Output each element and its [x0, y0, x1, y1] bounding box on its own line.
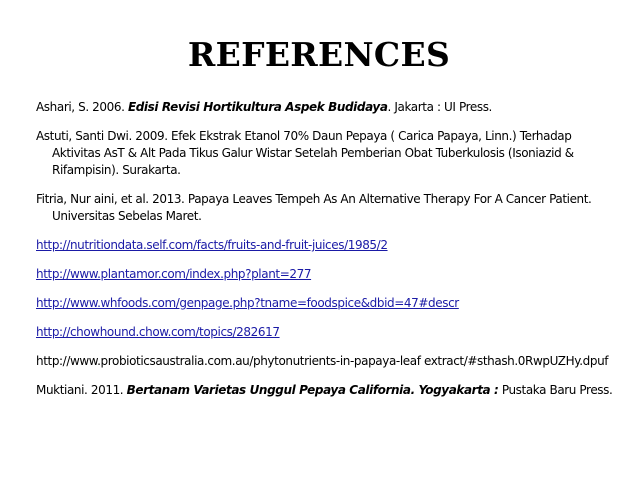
reference-link[interactable]: http://www.whfoods.com/genpage.php?tname=foodspice&dbid=47#descr — [36, 296, 459, 310]
reference-item-nutritiondata — [36, 237, 620, 254]
reference-item-plantamor — [36, 266, 620, 283]
reference-link[interactable]: http://chowhound.chow.com/topics/282617 — [36, 325, 280, 339]
reference-link[interactable]: http://www.plantamor.com/index.php?plant=277 — [36, 267, 312, 281]
reference-item-astuti: Astuti, Santi Dwi. 2009. Efek Ekstrak Etanol 70% Daun Pepaya ( Carica Papaya, Linn.) Terhadap Aktivitas AsT & Alt Pada Tikus Galur Wistar Setelah Pemberian Obat Tuberkulosis (Isoniazid & Rifampisin). Surakarta. — [36, 129, 574, 177]
reference-item-chowhound — [36, 324, 620, 341]
reference-text: Muktiani. 2011. — [36, 383, 127, 397]
reference-item-muktiani — [36, 382, 620, 399]
reference-book-title: Bertanam Varietas Unggul Pepaya California. Yogyakarta : — [126, 383, 499, 397]
reference-text: Pustaka Baru Press. — [498, 383, 613, 397]
slide-title: REFERENCES — [187, 35, 451, 74]
reference-book-title: Edisi Revisi Hortikultura Aspek Budidaya — [127, 100, 388, 114]
reference-text: Ashari, S. 2006. — [36, 100, 128, 114]
reference-list — [36, 99, 620, 411]
reference-link[interactable]: http://nutritiondata.self.com/facts/fruits-and-fruit-juices/1985/2 — [36, 238, 388, 252]
reference-item-whfoods — [36, 295, 620, 312]
reference-text: . Jakarta : UI Press. — [387, 100, 492, 114]
reference-item-fitria: Fitria, Nur aini, et al. 2013. Papaya Leaves Tempeh As An Alternative Therapy For A Cancer Patient. Universitas Sebelas Maret. — [36, 192, 592, 223]
reference-item-ashari — [36, 99, 620, 116]
reference-item-probiotics: http://www.probioticsaustralia.com.au/phytonutrients-in-papaya-leaf extract/#sthash.0RwpUZHy.dpuf — [36, 354, 609, 368]
